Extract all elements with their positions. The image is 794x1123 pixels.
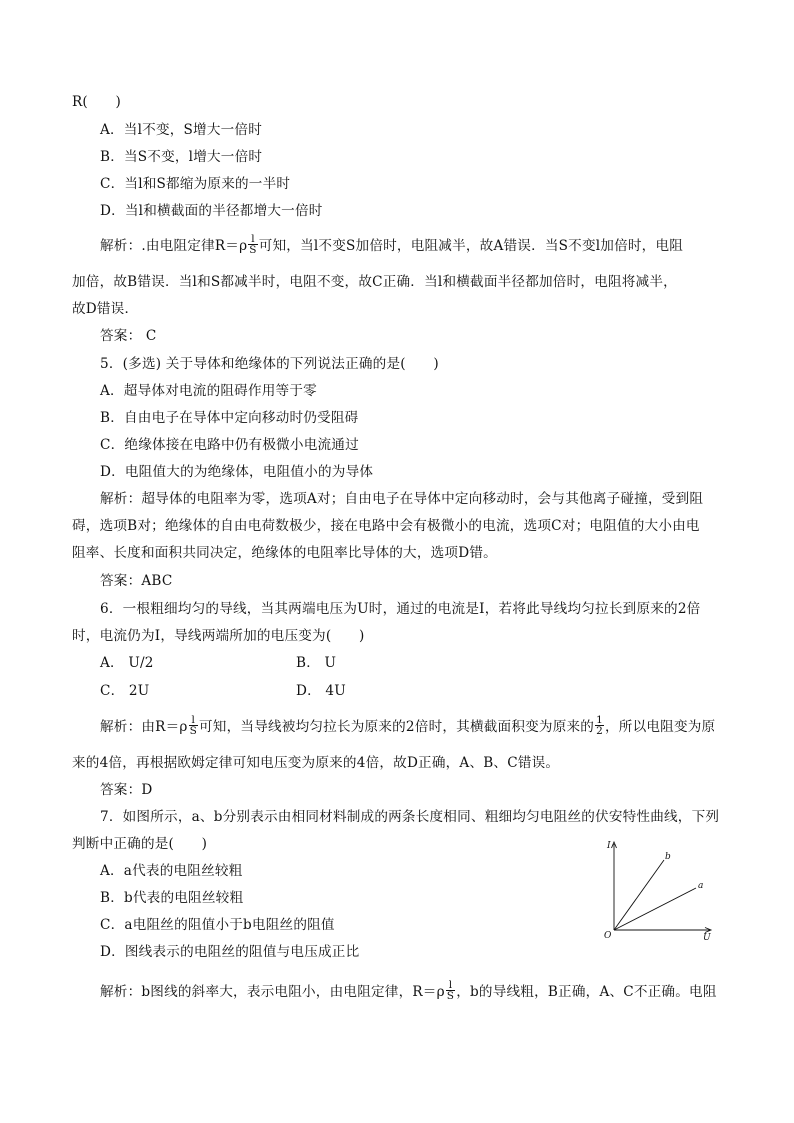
q5-option-d: D．电阻值大的为绝缘体，电阻值小的为导体 xyxy=(100,464,374,480)
q4-option-c: C．当l和S都缩为原来的一半时 xyxy=(100,176,291,192)
q5-option-b: B．自由电子在导体中定向移动时仍受阻碍 xyxy=(100,410,359,426)
q6-stem-line-1: 6．一根粗细均匀的导线，当其两端电压为U时，通过的电流是I，若将此导线均匀拉长到原来的2倍 xyxy=(100,601,701,617)
q7-option-b: B．b代表的电阻丝较粗 xyxy=(100,890,244,906)
q5-stem: 5．(多选) 关于导体和绝缘体的下列说法正确的是( ) xyxy=(100,356,439,372)
q6-analysis-line-2: 来的4倍，再根据欧姆定律可知电压变为原来的4倍，故D正确，A、B、C错误。 xyxy=(72,755,560,771)
q4-analysis-pre: 解析：.由电阻定律R＝ρ xyxy=(100,238,248,254)
resistivity-fraction: $\frac{l}{S}$ xyxy=(446,979,455,1002)
line-a xyxy=(614,888,696,930)
line-b xyxy=(614,860,664,930)
q7-stem-line-1: 7．如图所示，a、b分别表示由相同材料制成的两条长度相同、粗细均匀电阻丝的伏安特性曲线，下列 xyxy=(100,809,720,825)
q5-answer: 答案：ABC xyxy=(100,573,173,589)
q6-option-a: A． U/2 xyxy=(100,655,154,671)
iu-characteristic-graph xyxy=(598,838,716,942)
q5-option-a: A．超导体对电流的阻碍作用等于零 xyxy=(100,383,317,399)
q7-option-d: D．图线表示的电阻丝的阻值与电压成正比 xyxy=(100,944,360,960)
q6-option-d: D． 4U xyxy=(296,683,346,699)
q4-analysis-line-2: 加倍，故B错误．当l和S都减半时，电阻不变，故C正确．当l和横截面半径都加倍时，电阻将减半， xyxy=(72,274,677,290)
q6-analysis-line-1: 解析：由R＝ρ $\frac{l}{S}$ 可知，当导线被均匀拉长为原来的2倍时，其横截面积变为原来的 $\frac{1}{2}$ ，所以电阻变为原 xyxy=(100,714,716,737)
q4-option-b: B．当S不变，l增大一倍时 xyxy=(100,149,263,165)
resistivity-fraction: $\frac{l}{S}$ xyxy=(189,714,198,737)
q4-analysis-line-1 xyxy=(100,233,684,257)
line-a-label: a xyxy=(698,881,704,891)
q6-option-c: C． 2U xyxy=(100,683,150,699)
q5-analysis-line-3: 阻率、长度和面积共同决定，绝缘体的电阻率比导体的大，选项D错。 xyxy=(72,545,497,561)
resistivity-fraction: $\frac{l}{S}$ xyxy=(249,233,257,256)
q4-stem-tail: R( ) xyxy=(72,94,122,110)
q7-analysis-line-1: 解析：b图线的斜率大，表示电阻小，由电阻定律，R＝ρ $\frac{l}{S}$ ，b的导线粗，B正确，A、C不正确。电阻 xyxy=(100,979,717,1002)
q7-stem-line-2: 判断中正确的是( ) xyxy=(72,836,208,852)
half-fraction: $\frac{1}{2}$ xyxy=(596,714,603,737)
q4-answer: 答案： C xyxy=(100,328,157,344)
y-axis-label: I xyxy=(607,841,611,851)
q7-option-c: C．a电阻丝的阻值小于b电阻丝的阻值 xyxy=(100,917,335,933)
q7-option-a: A．a代表的电阻丝较粗 xyxy=(100,863,243,879)
q4-option-a: A．当l不变，S增大一倍时 xyxy=(100,122,263,138)
x-axis-label: U xyxy=(703,933,711,942)
q6-option-b: B． U xyxy=(296,655,337,671)
q4-option-d: D．当l和横截面的半径都增大一倍时 xyxy=(100,203,323,219)
q5-analysis-line-2: 碍，选项B对；绝缘体的自由电荷数极少，接在电路中会有极微小的电流，选项C对；电阻值的大小由电 xyxy=(72,518,700,534)
q6-stem-line-2: 时，电流仍为I，导线两端所加的电压变为( ) xyxy=(72,628,365,644)
q5-option-c: C．绝缘体接在电路中仍有极微小电流通过 xyxy=(100,437,359,453)
q6-answer: 答案：D xyxy=(100,782,153,798)
origin-label: O xyxy=(604,931,612,941)
q5-analysis-line-1: 解析：超导体的电阻率为零，选项A对；自由电子在导体中定向移动时，会与其他离子碰撞，受到阻 xyxy=(100,491,704,507)
q4-analysis-post: 可知，当l不变S加倍时，电阻减半，故A错误．当S不变l加倍时，电阻 xyxy=(258,238,684,254)
line-b-label: b xyxy=(665,852,671,862)
q4-analysis-line-3: 故D错误． xyxy=(72,301,139,317)
graph-axes xyxy=(612,842,712,933)
